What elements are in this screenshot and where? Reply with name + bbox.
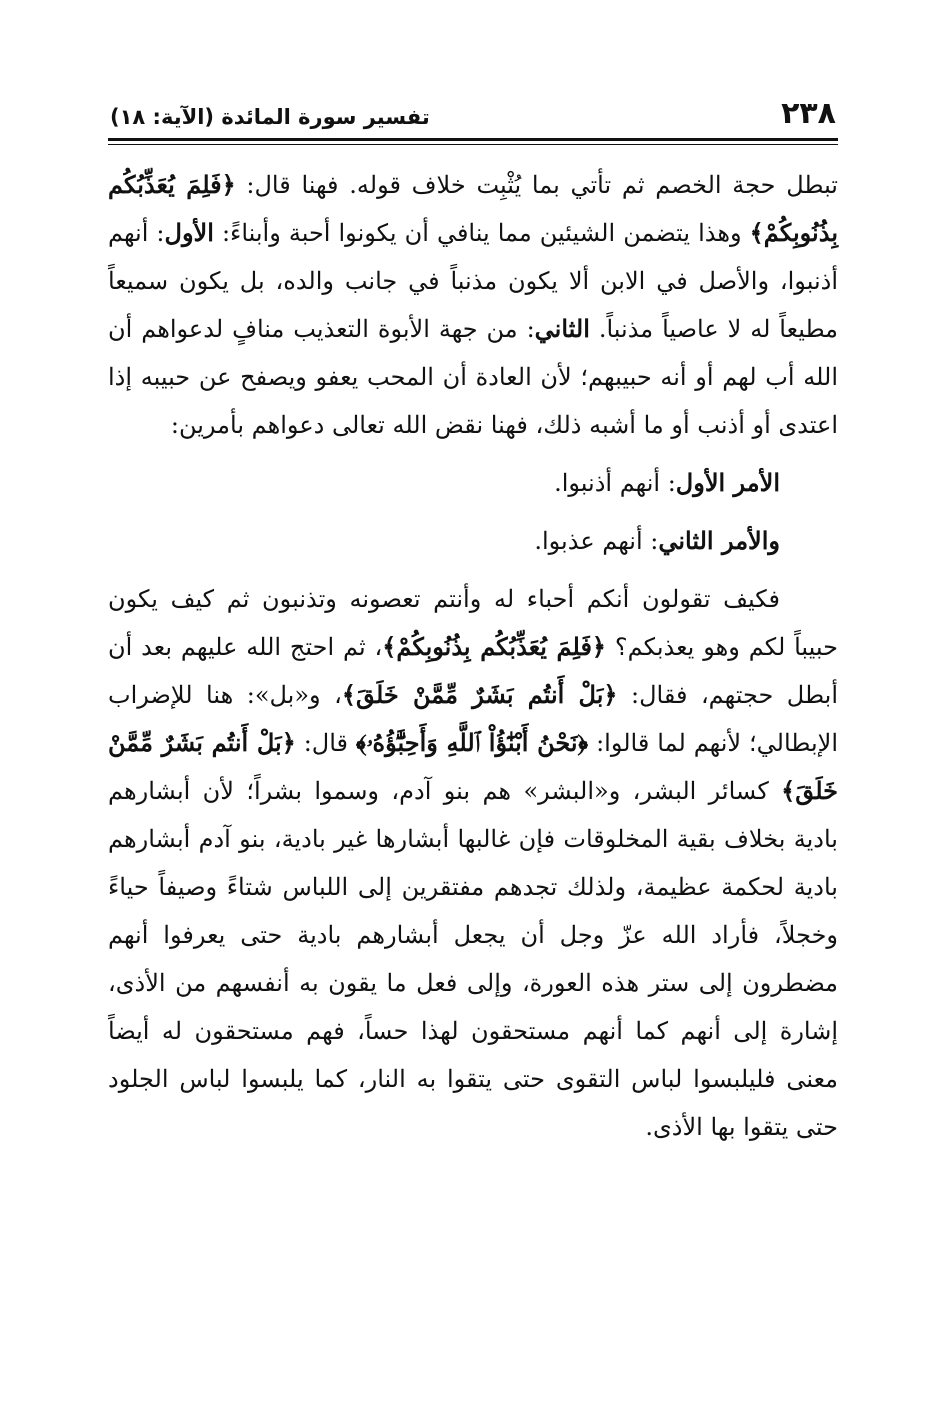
bold-term-first: الأول [164,218,214,247]
page-header [108,88,838,132]
text-span: ، و«بل»: هنا للإضراب الإبطالي؛ لأنهم لما قالوا: [108,681,838,757]
text-span: : أنهم أذنبوا، والأصل في الابن ألا يكون مذنباً في جانب والده، بل يكون سميعاً مطيعاً له لا عاصياً مذنباً. [108,219,838,343]
text-span: قال: [295,729,356,757]
text-span: ، ثم احتج الله عليهم بعد أن أبطل حجتهم، فقال: [108,633,839,709]
header-rule-thin [108,144,838,145]
paragraph-1 [108,161,838,449]
quran-quote: ﴿فَلِمَ يُعَذِّبُكُم بِذُنُوبِكُمْ﴾ [382,632,606,661]
text-span: وهذا يتضمن الشيئين مما ينافي أن يكونوا أحبة وأبناءً: [213,219,750,247]
quran-quote: ﴿بَلْ أَنتُم بَشَرٌ مِّمَّنْ خَلَقَ﴾ [341,680,618,709]
body-text [108,161,838,1151]
text-span: : أنهم عذبوا. [534,527,659,555]
text-span: فكيف تقولون أنكم أحباء له وأنتم تعصونه وتذنبون ثم كيف يكون حبيباً لكم وهو يعذبكم؟ [108,585,838,661]
paragraph-3 [108,517,838,565]
paragraph-2 [108,459,838,507]
header-rule-thick [108,138,838,141]
text-span: : أنهم أذنبوا. [554,469,676,497]
bold-term: الأمر الأول [675,468,780,497]
book-page [108,88,838,1151]
text-span: كسائر البشر، و«البشر» هم بنو آدم، وسموا بشراً؛ لأن أبشارهم بادية بخلاف بقية المخلوقات فإن غالبها أبشارها غير بادية، بنو آدم أبشارهم بادية لحكمة عظيمة، ولذلك تجدهم مفتقرين إلى اللباس شتاءً وصيفاً حياءً وخجلاً، فأراد الله عزّ وجل أن يجعل أبشارهم بادية حتى يعرفوا أنهم مضطرون إلى ستر هذه العورة، وإلى فعل ما يقون به أنفسهم من الأذى، إشارة إلى أنهم كما أنهم مستحقون لهذا حساً، فهم مستحقون له أيضاً معنى فليلبسوا لباس التقوى حتى يتقوا به النار، كما يلبسوا لباس الجلود حتى يتقوا بها الأذى. [108,777,839,1141]
text-span: تبطل حجة الخصم ثم تأتي بما يُثْبِت خلاف قوله. فهنا قال: [235,171,838,199]
quran-quote: ﴿فَلِمَ يُعَذِّبُكُم بِذُنُوبِكُمْ﴾ [108,170,838,247]
bold-term-second: الثاني [534,314,590,343]
quran-quote: ﴿نَحْنُ أَبْنَٰٓؤُاْ ٱللَّهِ وَأَحِبَّٰٓؤُهُۥ﴾ [355,728,589,757]
text-span: : من جهة الأبوة التعذيب منافٍ لدعواهم أن الله أب لهم أو أنه حبيبهم؛ لأن العادة أن المحب يعفو ويصفح عن حبيبه إذا اعتدى أو أذنب أو ما أشبه ذلك، فهنا نقض الله تعالى دعواهم بأمرين: [108,315,838,439]
paragraph-4 [108,575,838,1151]
quran-quote: ﴿بَلْ أَنتُم بَشَرٌ مِّمَّنْ خَلَقَ﴾ [108,728,839,805]
running-title: تفسير سورة المائدة (الآية: ١٨) [110,105,430,129]
bold-term: والأمر الثاني [658,526,780,555]
page-number: ٢٣٨ [781,96,836,131]
